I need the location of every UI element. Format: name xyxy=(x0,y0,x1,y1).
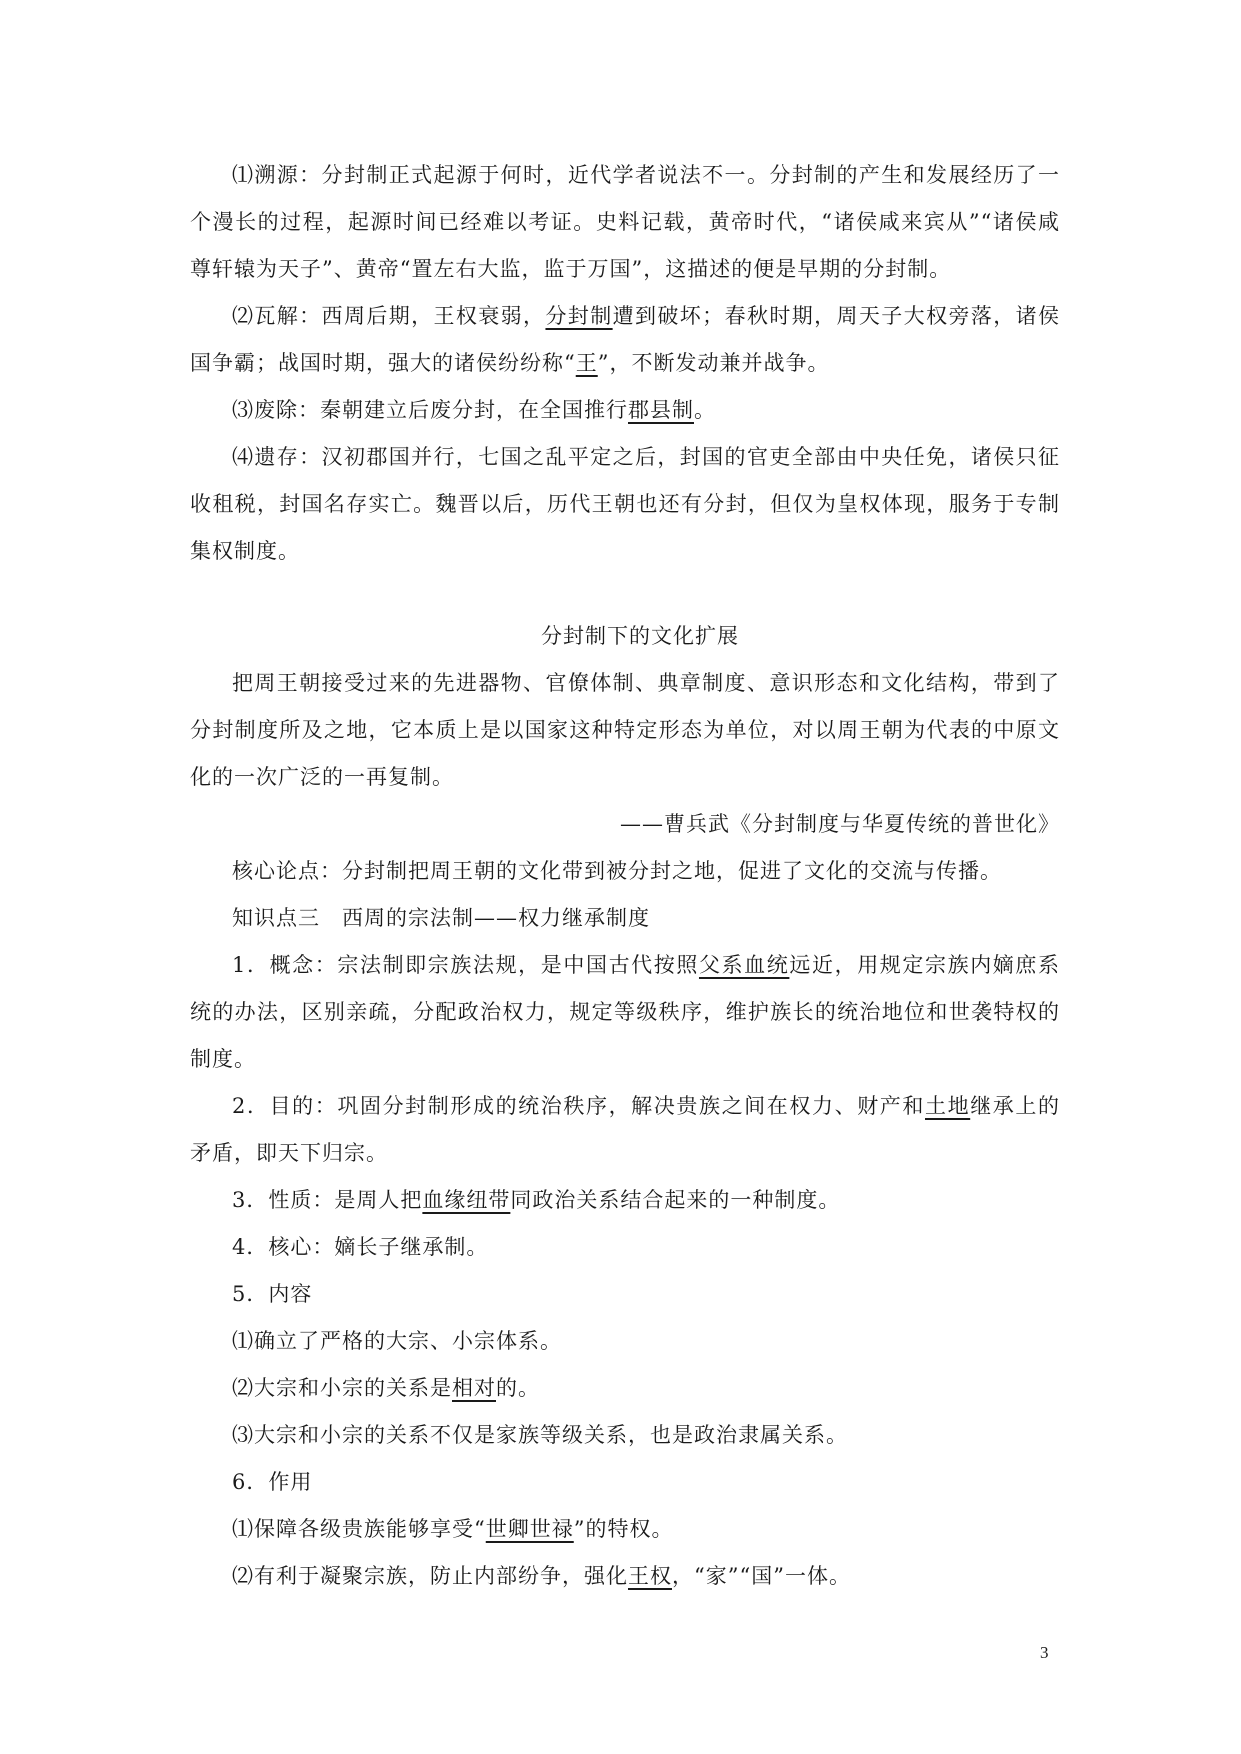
item-purpose: 2．目的：巩固分封制形成的统治秩序，解决贵族之间在权力、财产和土地继承上的矛盾，即天下归宗。 xyxy=(190,1094,1061,1165)
section-heading: 知识点三 西周的宗法制——权力继承制度 xyxy=(232,906,650,930)
page-content xyxy=(190,152,1060,1600)
effect-1: ⑴保障各级贵族能够享受“世卿世禄”的特权。 xyxy=(232,1517,674,1541)
item-nature: 3．性质：是周人把血缘纽带同政治关系结合起来的一种制度。 xyxy=(232,1188,841,1212)
box-quote: 把周王朝接受过来的先进器物、官僚体制、典章制度、意识形态和文化结构，带到了分封制度所及之地，它本质上是以国家这种特定形态为单位，对以周王朝为代表的中原文化的一次广泛的一再复制。 xyxy=(190,671,1060,789)
box-source: ——曹兵武《分封制度与华夏传统的普世化》 xyxy=(620,812,1060,836)
underlined-term: 王权 xyxy=(628,1564,672,1588)
item-core: 4．核心：嫡长子继承制。 xyxy=(232,1235,489,1259)
underlined-term: 世卿世禄 xyxy=(485,1517,574,1541)
underlined-term: 血缘纽带 xyxy=(422,1188,511,1212)
paragraph-remnant: ⑷遗存：汉初郡国并行，七国之乱平定之后，封国的官吏全部由中央任免，诸侯只征收租税，封国名存实亡。魏晋以后，历代王朝也还有分封，但仅为皇权体现，服务于专制集权制度。 xyxy=(190,445,1060,563)
effect-2: ⑵有利于凝聚宗族，防止内部纷争，强化王权，“家”“国”一体。 xyxy=(232,1564,851,1588)
content-3: ⑶大宗和小宗的关系不仅是家族等级关系，也是政治隶属关系。 xyxy=(232,1423,848,1447)
underlined-term: 郡县制 xyxy=(628,398,694,422)
page-number: 3 xyxy=(1040,1643,1049,1662)
paragraph-collapse: ⑵瓦解：西周后期，王权衰弱，分封制遭到破坏；春秋时期，周天子大权旁落，诸侯国争霸；战国时期，强大的诸侯纷纷称“王”，不断发动兼并战争。 xyxy=(190,304,1061,375)
item-content: 5．内容 xyxy=(232,1282,313,1306)
paragraph-origin: ⑴溯源：分封制正式起源于何时，近代学者说法不一。分封制的产生和发展经历了一个漫长的过程，起源时间已经难以考证。史料记载，黄帝时代，“诸侯咸来宾从”“诸侯咸尊轩辕为天子”、黄帝“置左右大监，监于万国”，这描述的便是早期的分封制。 xyxy=(190,163,1060,281)
underlined-term: 土地 xyxy=(925,1094,971,1118)
paragraph-abolition: ⑶废除：秦朝建立后废分封，在全国推行郡县制。 xyxy=(232,398,716,422)
content-1: ⑴确立了严格的大宗、小宗体系。 xyxy=(232,1329,562,1353)
box-core-point: 核心论点：分封制把周王朝的文化带到被分封之地，促进了文化的交流与传播。 xyxy=(232,859,1002,883)
content-2: ⑵大宗和小宗的关系是相对的。 xyxy=(232,1376,540,1400)
underlined-term: 相对 xyxy=(452,1376,496,1400)
spacer xyxy=(190,575,1060,613)
box-title: 分封制下的文化扩展 xyxy=(541,624,739,648)
underlined-term: 父系血统 xyxy=(698,953,790,977)
item-effect: 6．作用 xyxy=(232,1470,313,1494)
item-concept: 1．概念：宗法制即宗族法规，是中国古代按照父系血统远近，用规定宗族内嫡庶系统的办法，区别亲疏，分配政治权力，规定等级秩序，维护族长的统治地位和世袭特权的制度。 xyxy=(190,953,1061,1071)
underlined-term: 王 xyxy=(575,351,598,375)
underlined-term: 分封制 xyxy=(545,304,613,328)
